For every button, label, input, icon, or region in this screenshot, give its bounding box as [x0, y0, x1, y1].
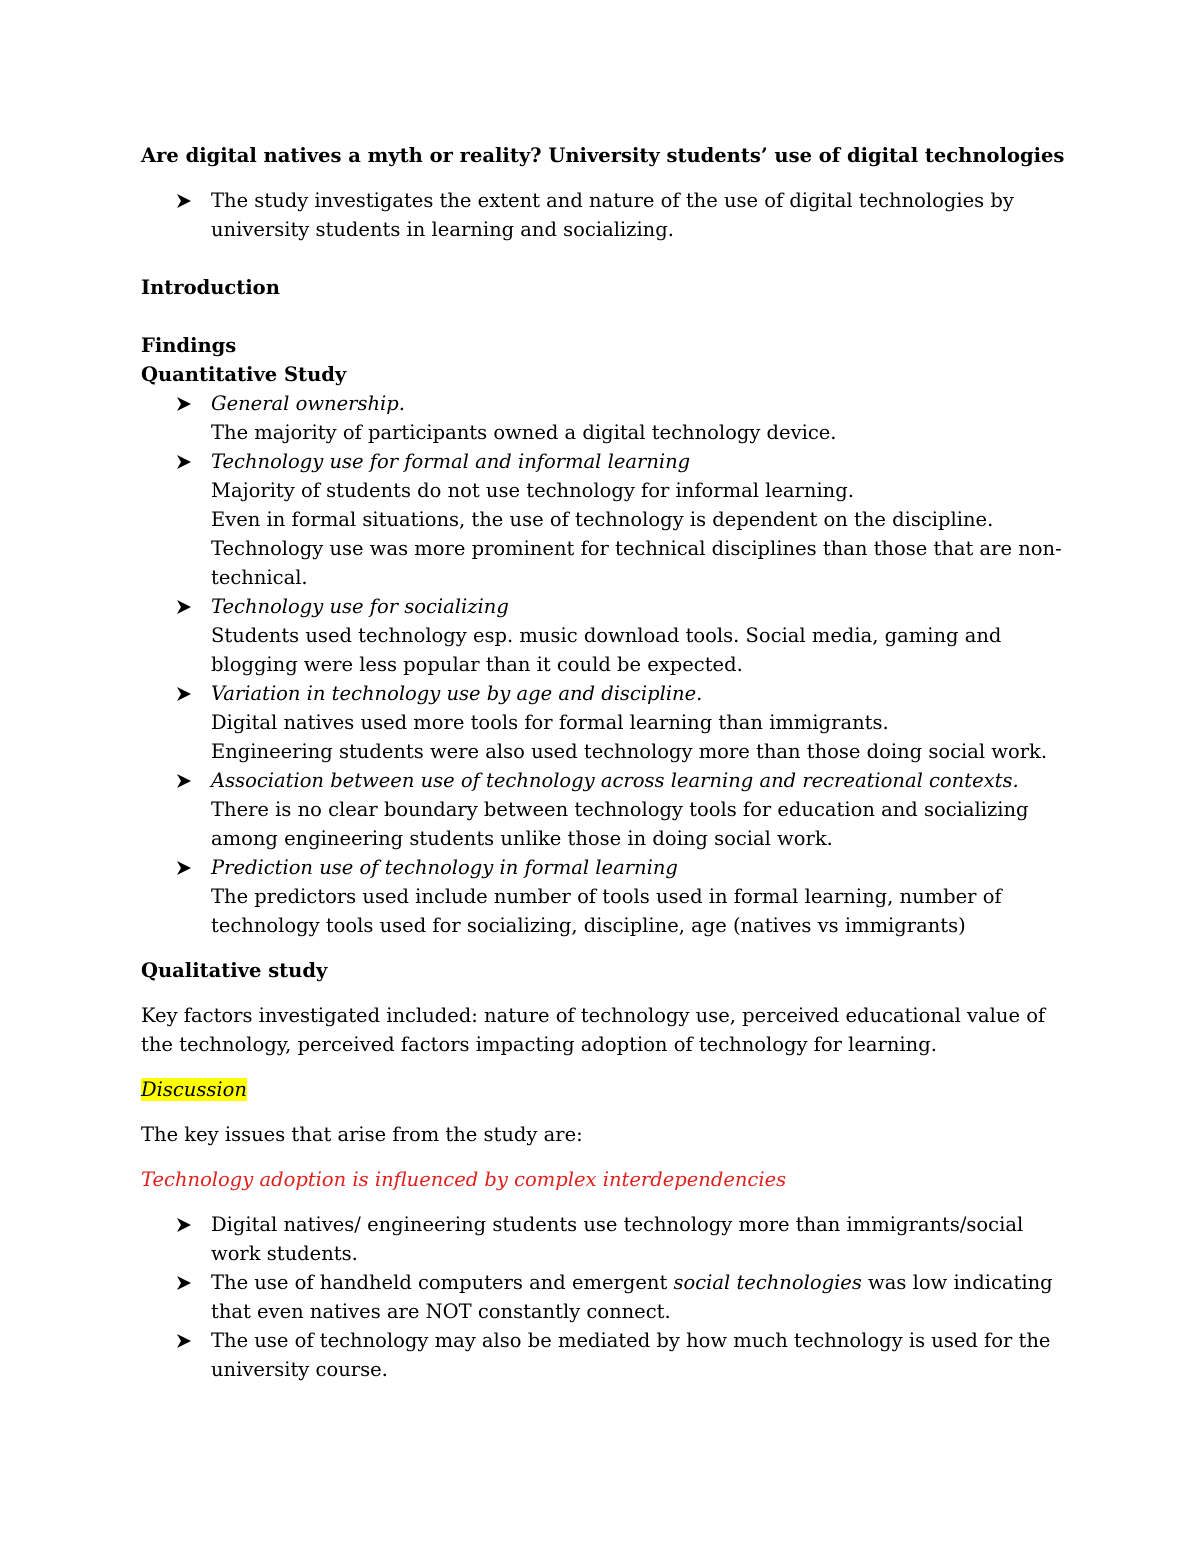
- discussion-heading: Discussion: [141, 1078, 247, 1101]
- arrowhead-bullet-icon: [177, 194, 191, 208]
- discussion-item-text: Digital natives/ engineering students use technology more than immigrants/social work students.: [211, 1213, 1024, 1265]
- arrowhead-bullet-icon: [177, 397, 191, 411]
- finding-title: Technology use for formal and informal learning: [211, 450, 691, 473]
- discussion-list: [141, 1210, 1066, 1384]
- list-item: [141, 1326, 1066, 1384]
- arrowhead-bullet-icon: [177, 1218, 191, 1232]
- finding-text: Engineering students were also used technology more than those doing social work.: [211, 740, 1048, 763]
- discussion-item-text: was low indicating that even natives are NOT constantly connect.: [211, 1271, 1053, 1323]
- arrowhead-bullet-icon: [177, 861, 191, 875]
- arrowhead-bullet-icon: [177, 455, 191, 469]
- summary-list: [141, 186, 1066, 244]
- arrowhead-bullet-icon: [177, 600, 191, 614]
- document-body: [141, 141, 1066, 1384]
- discussion-item-text: The use of technology may also be mediated by how much technology is used for the university course.: [211, 1329, 1051, 1381]
- finding-title: Variation in technology use by age and discipline.: [211, 682, 703, 705]
- finding-title: Technology use for socializing: [211, 595, 509, 618]
- finding-text: Students used technology esp. music download tools. Social media, gaming and blogging were less popular than it could be expected.: [211, 624, 1002, 676]
- list-item: [141, 766, 1066, 853]
- finding-text: Technology use was more prominent for technical disciplines than those that are non-technical.: [211, 537, 1062, 589]
- introduction-heading: Introduction: [141, 276, 280, 299]
- summary-text: The study investigates the extent and nature of the use of digital technologies by university students in learning and socializing.: [211, 189, 1014, 241]
- list-item: [141, 592, 1066, 679]
- finding-text: Digital natives used more tools for formal learning than immigrants.: [211, 711, 889, 734]
- list-item: [141, 389, 1066, 447]
- arrowhead-bullet-icon: [177, 774, 191, 788]
- quantitative-study-heading: Quantitative Study: [141, 363, 347, 386]
- finding-title: Prediction use of technology in formal learning: [211, 856, 678, 879]
- summary-item: [141, 186, 1066, 244]
- discussion-intro: The key issues that arise from the study are:: [141, 1123, 583, 1146]
- finding-text: The predictors used include number of tools used in formal learning, number of technology tools used for socializing, discipline, age (natives vs immigrants): [211, 885, 1002, 937]
- arrowhead-bullet-icon: [177, 1334, 191, 1348]
- list-item: [141, 1210, 1066, 1268]
- finding-title: Association between use of technology across learning and recreational contexts.: [211, 769, 1019, 792]
- quantitative-findings-list: [141, 389, 1066, 940]
- list-item: [141, 1268, 1066, 1326]
- finding-text: Majority of students do not use technology for informal learning.: [211, 479, 854, 502]
- finding-text: There is no clear boundary between technology tools for education and socializing among engineering students unlike those in doing social work.: [211, 798, 1029, 850]
- list-item: [141, 447, 1066, 592]
- discussion-subheading: Technology adoption is influenced by complex interdependencies: [141, 1168, 787, 1191]
- finding-text: Even in formal situations, the use of technology is dependent on the discipline.: [211, 508, 994, 531]
- list-item: [141, 853, 1066, 940]
- qualitative-study-text: Key factors investigated included: nature of technology use, perceived educational value of the technology, perceived factors impacting adoption of technology for learning.: [141, 1004, 1046, 1056]
- findings-heading: Findings: [141, 334, 237, 357]
- discussion-item-emphasis: social technologies: [673, 1271, 862, 1294]
- discussion-item-text: The use of handheld computers and emergent: [211, 1271, 674, 1294]
- arrowhead-bullet-icon: [177, 687, 191, 701]
- finding-title: General ownership.: [211, 392, 405, 415]
- arrowhead-bullet-icon: [177, 1276, 191, 1290]
- document-title: Are digital natives a myth or reality? University students’ use of digital technologies: [141, 144, 1065, 167]
- finding-text: The majority of participants owned a digital technology device.: [211, 421, 837, 444]
- qualitative-study-heading: Qualitative study: [141, 959, 328, 982]
- list-item: [141, 679, 1066, 766]
